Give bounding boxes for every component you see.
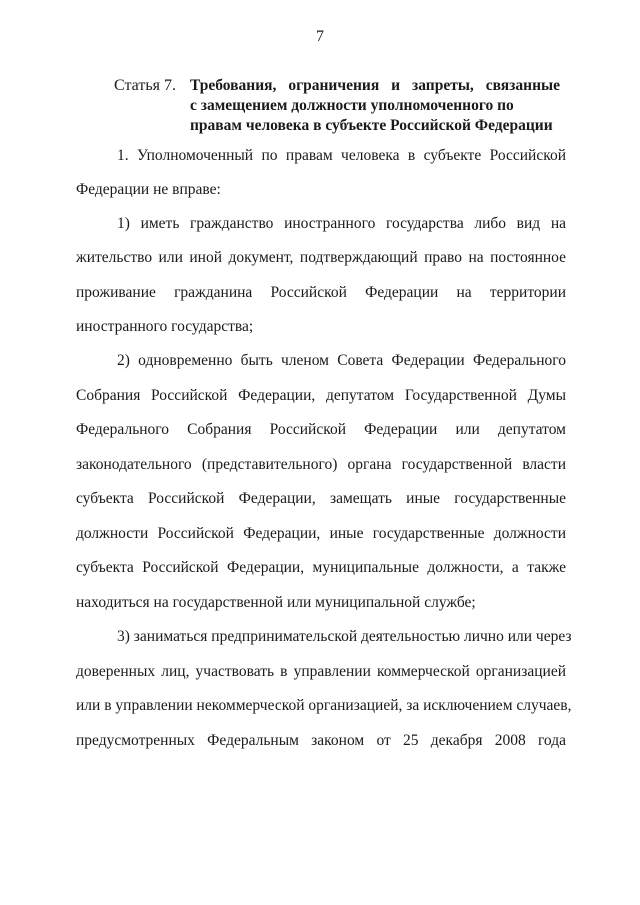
article-label: Статья 7. <box>114 77 176 94</box>
paragraph-line: проживание гражданина Российской Федерации на территории <box>76 284 566 301</box>
paragraph-line: Собрания Российской Федерации, депутатом Государственной Думы <box>76 387 566 404</box>
paragraph-line: субъекта Российской Федерации, муниципальные должности, а также <box>76 559 566 576</box>
paragraph-line: 1) иметь гражданство иностранного государства либо вид на <box>117 215 566 232</box>
paragraph-line: Федерации не вправе: <box>76 181 221 198</box>
paragraph-line: находиться на государственной или муниципальной службе; <box>76 594 476 611</box>
article-title-line: Требования, ограничения и запреты, связанные <box>190 77 560 94</box>
page-number: 7 <box>316 28 324 45</box>
paragraph-line: 2) одновременно быть членом Совета Федерации Федерального <box>117 352 566 369</box>
paragraph-line: должности Российской Федерации, иные государственные должности <box>76 525 566 542</box>
paragraph-line: 3) заниматься предпринимательской деятельностью лично или через <box>117 628 572 645</box>
paragraph-line: законодательного (представительного) органа государственной власти <box>76 456 566 473</box>
paragraph-line: Федерального Собрания Российской Федерации или депутатом <box>76 421 566 438</box>
paragraph-line: доверенных лиц, участвовать в управлении коммерческой организацией <box>76 663 566 680</box>
article-title-line: правам человека в субъекте Российской Федерации <box>190 117 553 134</box>
article-title <box>190 76 560 136</box>
paragraph-line: субъекта Российской Федерации, замещать иные государственные <box>76 490 566 507</box>
paragraph-line: иностранного государства; <box>76 318 254 335</box>
paragraph-line: или в управлении некоммерческой организацией, за исключением случаев, <box>76 697 572 714</box>
paragraph-line: 1. Уполномоченный по правам человека в субъекте Российской <box>117 147 566 164</box>
paragraph-line: жительство или иной документ, подтверждающий право на постоянное <box>76 249 566 266</box>
paragraph-line: предусмотренных Федеральным законом от 25 декабря 2008 года <box>76 732 566 749</box>
article-title-line: с замещением должности уполномоченного по <box>190 97 514 114</box>
